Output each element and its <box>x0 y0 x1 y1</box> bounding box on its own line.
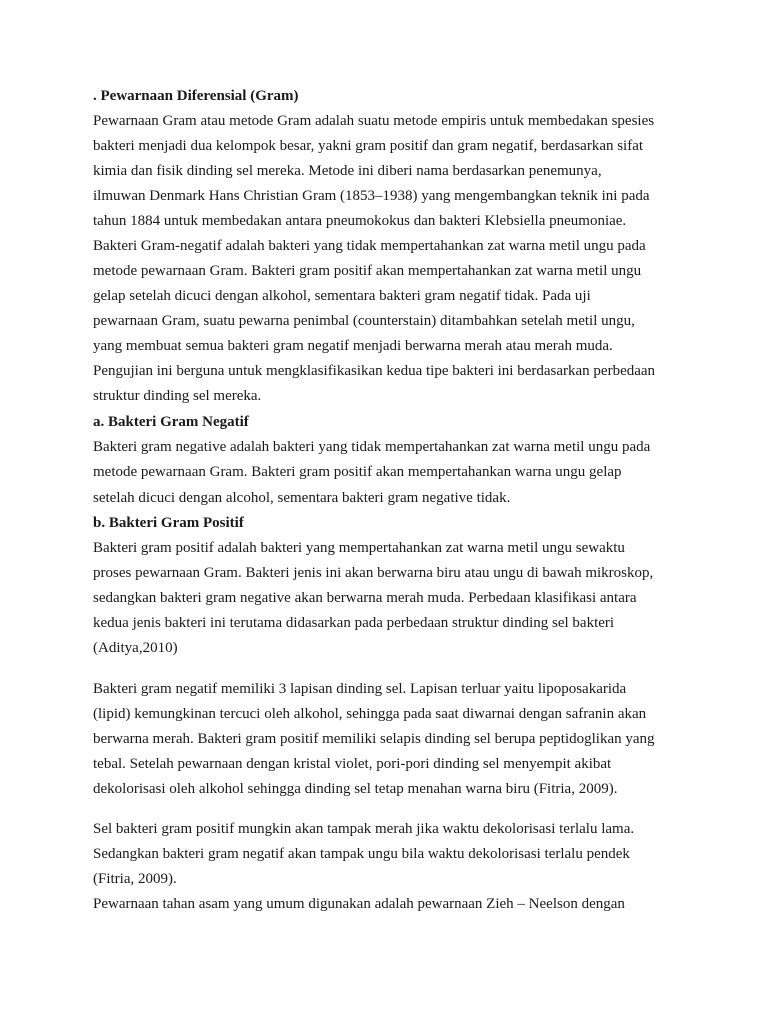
text-line: (lipid) kemungkinan tercuci oleh alkohol, sehingga pada saat diwarnai dengan safranin akan <box>93 706 647 722</box>
subsection-title-gram-positif: b. Bakteri Gram Positif <box>93 515 244 531</box>
text-line: proses pewarnaan Gram. Bakteri jenis ini akan berwarna biru atau ungu di bawah mikroskop, <box>93 565 654 581</box>
text-line: bakteri menjadi dua kelompok besar, yakni gram positif dan gram negatif, berdasarkan sifat <box>93 138 644 154</box>
text-line: Pewarnaan Gram atau metode Gram adalah suatu metode empiris untuk membedakan spesies <box>93 113 655 129</box>
text-line: gelap setelah dicuci dengan alkohol, sementara bakteri gram negatif tidak. Pada uji <box>93 288 591 304</box>
text-line: metode pewarnaan Gram. Bakteri gram positif akan mempertahankan zat warna metil ungu <box>93 263 642 279</box>
text-line: (Aditya,2010) <box>93 640 178 656</box>
text-line: kedua jenis bakteri ini terutama didasarkan pada perbedaan struktur dinding sel bakteri <box>93 615 615 631</box>
text-line: Sel bakteri gram positif mungkin akan tampak merah jika waktu dekolorisasi terlalu lama. <box>93 821 635 837</box>
text-line: Pewarnaan tahan asam yang umum digunakan adalah pewarnaan Zieh – Neelson dengan <box>93 896 625 912</box>
text-line: (Fitria, 2009). <box>93 871 177 887</box>
text-line: setelah dicuci dengan alcohol, sementara bakteri gram negative tidak. <box>93 490 511 506</box>
text-line: kimia dan fisik dinding sel mereka. Metode ini diberi nama berdasarkan penemunya, <box>93 163 602 179</box>
section-title: . Pewarnaan Diferensial (Gram) <box>93 88 299 104</box>
text-line: Sedangkan bakteri gram negatif akan tampak ungu bila waktu dekolorisasi terlalu pendek <box>93 846 630 862</box>
text-line: tebal. Setelah pewarnaan dengan kristal violet, pori-pori dinding sel menyempit akibat <box>93 756 612 772</box>
text-line: Pengujian ini berguna untuk mengklasifikasikan kedua tipe bakteri ini berdasarkan perbedaan <box>93 363 656 379</box>
text-line: tahun 1884 untuk membedakan antara pneumokokus dan bakteri Klebsiella pneumoniae. <box>93 213 627 229</box>
text-line: Bakteri gram positif adalah bakteri yang mempertahankan zat warna metil ungu sewaktu <box>93 540 625 556</box>
text-line: struktur dinding sel mereka. <box>93 388 262 404</box>
text-line: ilmuwan Denmark Hans Christian Gram (1853–1938) yang mengembangkan teknik ini pada <box>93 188 650 204</box>
text-line: yang membuat semua bakteri gram negatif menjadi berwarna merah atau merah muda. <box>93 338 613 354</box>
subsection-title-gram-negatif: a. Bakteri Gram Negatif <box>93 414 249 430</box>
text-line: sedangkan bakteri gram negative akan berwarna merah muda. Perbedaan klasifikasi antara <box>93 590 637 606</box>
text-line: metode pewarnaan Gram. Bakteri gram positif akan mempertahankan warna ungu gelap <box>93 464 622 480</box>
text-line: dekolorisasi oleh alkohol sehingga dinding sel tetap menahan warna biru (Fitria, 2009). <box>93 781 618 797</box>
text-line: pewarnaan Gram, suatu pewarna penimbal (counterstain) ditambahkan setelah metil ungu, <box>93 313 635 329</box>
text-line: Bakteri gram negatif memiliki 3 lapisan dinding sel. Lapisan terluar yaitu lipoposakarida <box>93 681 627 697</box>
text-line: Bakteri gram negative adalah bakteri yang tidak mempertahankan zat warna metil ungu pada <box>93 439 651 455</box>
text-line: Bakteri Gram-negatif adalah bakteri yang tidak mempertahankan zat warna metil ungu pada <box>93 238 646 254</box>
text-line: berwarna merah. Bakteri gram positif memiliki selapis dinding sel berupa peptidoglikan yang <box>93 731 655 747</box>
